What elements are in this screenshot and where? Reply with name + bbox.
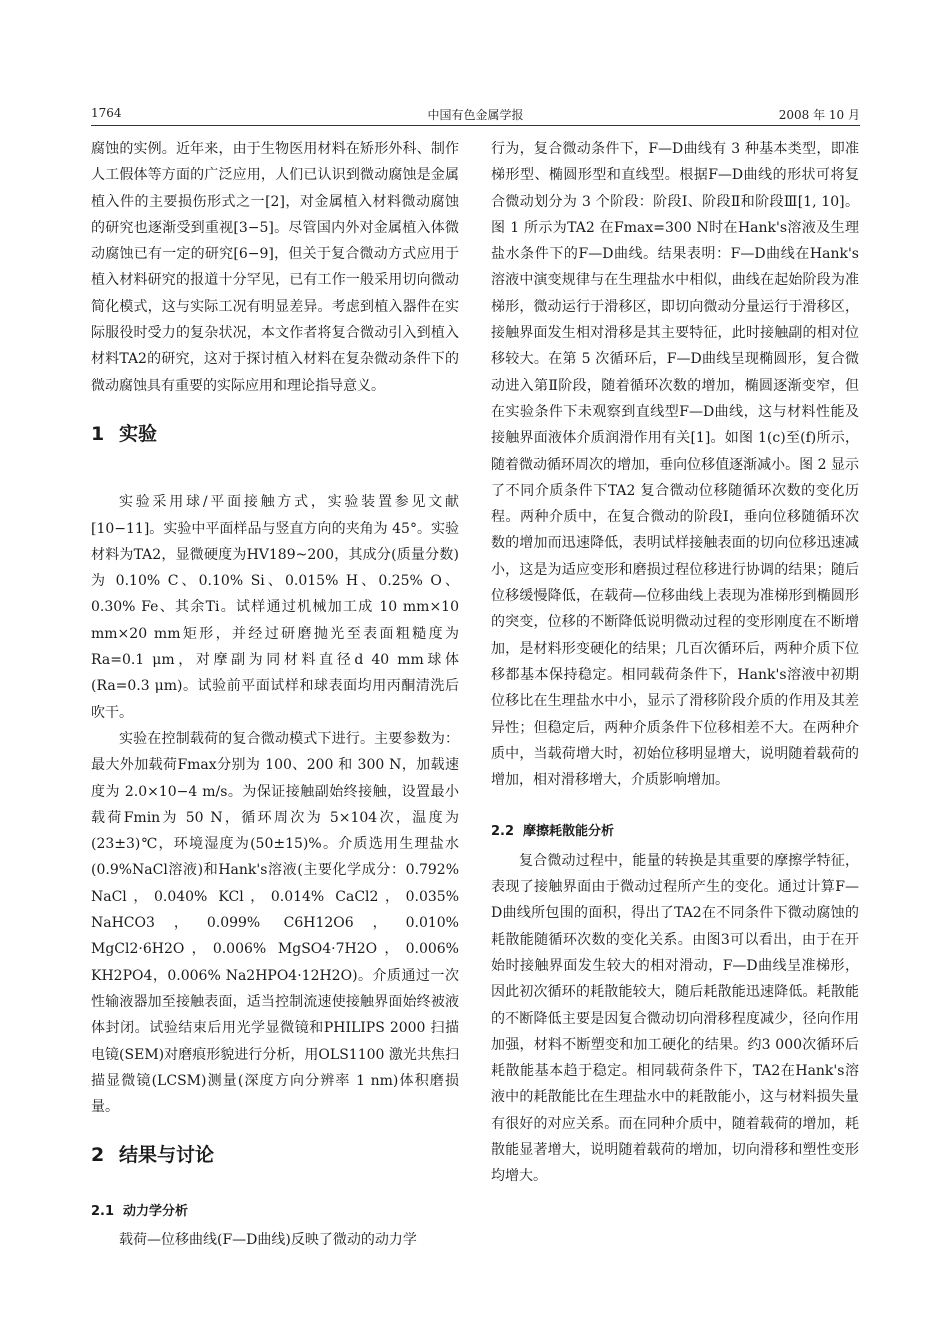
body-paragraph: 复合微动过程中，能量的转换是其重要的摩擦学特征，表现了接触界面由于微动过程所产生的变化。通过计算F—D曲线所包围的面积，得出了TA2在不同条件下微动腐蚀的耗散能随循环次数的变化关系。由图3可以看出，由于在开始时接触界面发生较大的相对滑动，F—D曲线呈准梯形，因此初次循环的耗散能较大，随后耗散能迅速降低。耗散能的不断降低主要是因复合微动切向滑移程度减少，径向作用加强，材料不断塑变和加工硬化的结果。约3 000次循环后耗散能基本趋于稳定。相同载荷条件下，TA2在Hank's溶液中的耗散能比在生理盐水中的耗散能小，这与材料损失量有很好的对应关系。而在同种介质中，随着载荷的增加，耗散能显著增大，说明随着载荷的增加，切向滑移和塑性变形均增大。 bbox=[491, 852, 859, 1185]
section-heading-1 bbox=[91, 421, 459, 447]
journal-name: 中国有色金属学报 bbox=[427, 108, 524, 122]
section-number: 1 bbox=[91, 422, 105, 445]
intro-paragraph: 腐蚀的实例。近年来，由于生物医用材料在矫形外科、制作人工假体等方面的广泛应用，人们已认识到微动腐蚀是金属植入件的主要损伤形式之一[2]，对金属植入材料微动腐蚀的研究也逐渐受到重视[3−5]。尽管国内外对金属植入体微动腐蚀已有一定的研究[6−9]，但关于复合微动方式应用于植入材料研究的报道十分罕见，已有工作一般采用切向微动简化模式，这与实际工况有明显差异。考虑到植入器件在实际服役时受力的复杂状况，本文作者将复合微动引入到植入材料TA2的研究，这对于探讨植入材料在复杂微动条件下的微动腐蚀具有重要的实际应用和理论指导意义。 bbox=[91, 141, 459, 394]
body-paragraph: 行为，复合微动条件下，F—D曲线有 3 种基本类型，即准梯形型、椭圆形型和直线型。根据F—D曲线的形状可将复合微动划分为 3 个阶段：阶段Ⅰ、阶段Ⅱ和阶段Ⅲ[1, 10]。图 1 所示为TA2 在Fmax=300 N时在Hank's溶液及生理盐水条件下的F—D曲线。结果表明：F—D曲线在Hank's溶液中演变规律与在生理盐水中相似，曲线在起始阶段为准梯形，微动运行于滑移区，即切向微动分量运行于滑移区，接触界面发生相对滑移是其主要特征，此时接触副的相对位移较大。在第 5 次循环后，F—D曲线呈现椭圆形，复合微动进入第Ⅱ阶段，随着循环次数的增加，椭圆逐渐变窄，但在实验条件下未观察到直线型F—D曲线，这与材料性能及接触界面液体介质润滑作用有关[1]。如图 1(c)至(f)所示，随着微动循环周次的增加，垂向位移值逐渐减小。图 2 显示了不同介质条件下TA2 复合微动位移随循环次数的变化历程。两种介质中，在复合微动的阶段Ⅰ，垂向位移随循环次数的增加而迅速降低，表明试样接触表面的切向位移迅速减小，这是为适应变形和磨损过程位移进行协调的结果；随后位移缓慢降低，在载荷—位移曲线上表现为准梯形到椭圆形的突变，位移的不断降低说明微动过程的变形刚度在不断增加，是材料形变硬化的结果；几百次循环后，两种介质下位移都基本保持稳定。相同载荷条件下，Hank's溶液中初期位移比在生理盐水中小，显示了滑移阶段介质的作用及其差异性；但稳定后，两种介质条件下位移相差不大。在两种介质中，当载荷增大时，初始位移明显增大，说明随着载荷的增加，相对滑移增大，介质影响增加。 bbox=[491, 141, 859, 789]
body-paragraph: 载荷—位移曲线(F—D曲线)反映了微动的动力学 bbox=[119, 1231, 417, 1248]
body-paragraph: 实验在控制载荷的复合微动模式下进行。主要参数为：最大外加载荷Fmax分别为 100、200 和 300 N，加载速度为 2.0×10−4 m/s。为保证接触副始终接触，设置最小载荷Fmin为 50 N，循环周次为 5×104次，温度为(23±3)℃，环境湿度为(50±15)%。介质选用生理盐水(0.9%NaCl溶液)和Hank's溶液(主要化学成分：0.792% NaCl，0.040% KCl，0.014% CaCl2，0.035% NaHCO3，0.099% C6H12O6，0.010% MgCl2·6H2O，0.006% MgSO4·7H2O，0.006% KH2PO4，0.006% Na2HPO4·12H2O)。介质通过一次性输液器加至接触表面，适当控制流速使接触界面始终被液体封闭。试验结束后用光学显微镜和PHILIPS 2000 扫描电镜(SEM)对磨痕形貌进行分析，用OLS1100 激光共焦扫描显微镜(LCSM)测量(深度方向分辨率 1 nm)体积磨损量。 bbox=[91, 730, 459, 1116]
page-header bbox=[91, 104, 860, 126]
header-rule bbox=[91, 125, 860, 126]
section-number: 2 bbox=[91, 1144, 105, 1167]
subsection-title: 摩擦耗散能分析 bbox=[523, 824, 615, 840]
subsection-heading-2-2 bbox=[491, 819, 859, 845]
body-paragraph: 实验采用球/平面接触方式，实验装置参见文献[10−11]。实验中平面样品与竖直方向的夹角为 45°。实验材料为TA2，显微硬度为HV189~200，其成分(质量分数)为 0.10% C、0.10% Si、0.015% H、0.25% O、0.30% Fe、其余Ti。试样通过机械加工成 10 mm×10 mm×20 mm矩形，并经过研磨抛光至表面粗糙度为Ra=0.1 μm，对摩副为同材料直径d 40 mm球体(Ra=0.3 μm)。试验前平面试样和球表面均用丙酮清洗后吹干。 bbox=[91, 494, 459, 721]
page-number: 1764 bbox=[91, 106, 122, 120]
section-heading-2 bbox=[91, 1142, 459, 1168]
subsection-number: 2.1 bbox=[91, 1203, 115, 1219]
left-column bbox=[91, 136, 459, 1253]
subsection-title: 动力学分析 bbox=[123, 1203, 189, 1219]
section-title: 实验 bbox=[119, 422, 158, 445]
subsection-heading-2-1 bbox=[91, 1199, 459, 1225]
subsection-number: 2.2 bbox=[491, 824, 515, 840]
issue-date: 2008 年 10 月 bbox=[778, 108, 860, 122]
right-column bbox=[491, 136, 859, 1190]
section-title: 结果与讨论 bbox=[119, 1144, 215, 1167]
